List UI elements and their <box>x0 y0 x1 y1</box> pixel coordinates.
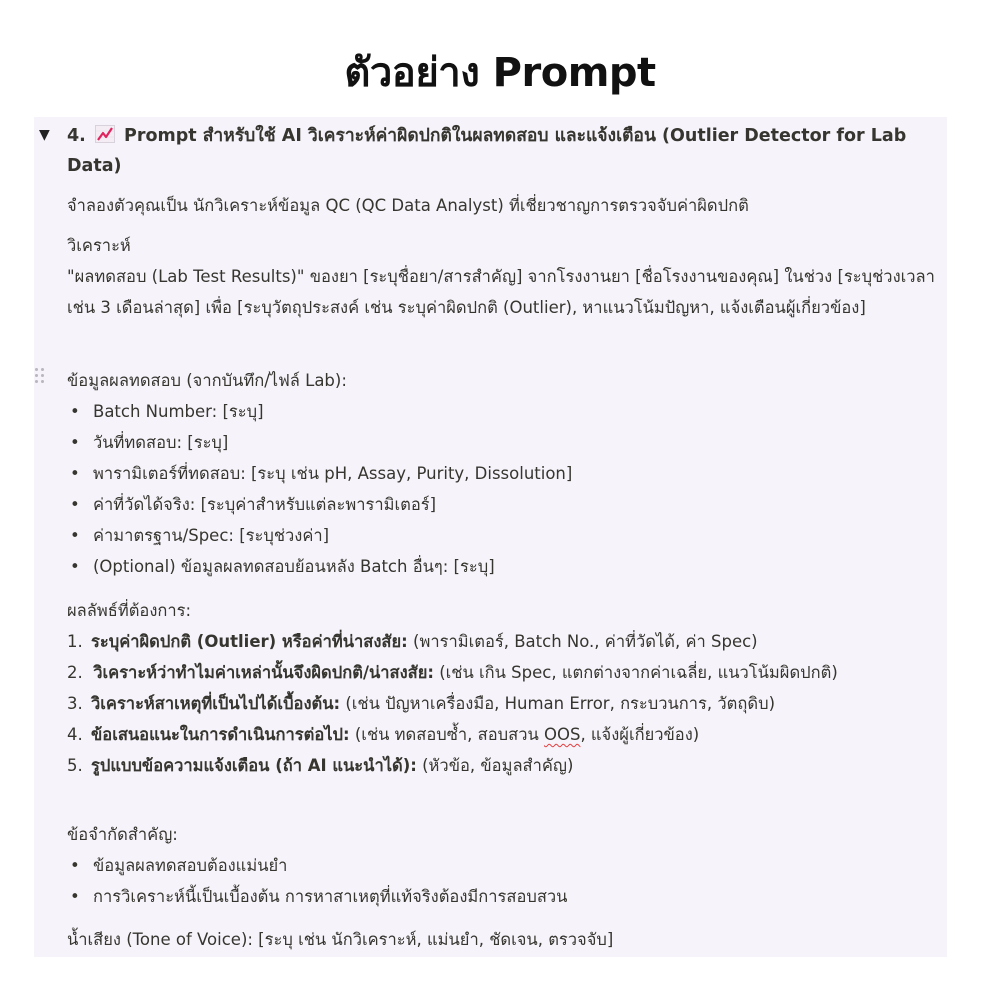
item-number: 3. <box>67 694 83 713</box>
constraints-heading: ข้อจำกัดสำคัญ: <box>67 825 178 844</box>
input-data-section <box>67 365 937 582</box>
outputs-heading: ผลลัพธ์ที่ต้องการ: <box>67 601 192 620</box>
item-number: 1. <box>67 632 83 651</box>
drag-handle-icon[interactable] <box>34 366 46 386</box>
task-section <box>67 230 937 323</box>
item-number: 5. <box>67 756 83 775</box>
input-data-heading: ข้อมูลผลทดสอบ (จากบันทึก/ไฟล์ Lab): <box>67 371 347 390</box>
list-item: • (Optional) ข้อมูลผลทดสอบย้อนหลัง Batch อื่นๆ: [ระบุ] <box>67 551 937 582</box>
item-bold: ระบุค่าผิดปกติ (Outlier) หรือค่าที่น่าสงสัย: <box>91 632 408 651</box>
item-text: (เช่น ทดสอบซ้ำ, สอบสวน <box>349 725 544 744</box>
input-data-list <box>67 396 937 582</box>
list-item <box>67 719 937 750</box>
triangle-down-icon[interactable]: ▼ <box>39 127 50 143</box>
item-bold: วิเคราะห์สาเหตุที่เป็นไปได้เบื้องต้น: <box>91 694 341 713</box>
tone-paragraph: น้ำเสียง (Tone of Voice): [ระบุ เช่น นักวิเคราะห์, แม่นยำ, ชัดเจน, ตรวจจับ] <box>67 930 614 949</box>
item-text: (เช่น เกิน Spec, แตกต่างจากค่าเฉลี่ย, แนวโน้มผิดปกติ) <box>433 663 838 682</box>
list-item <box>67 626 937 657</box>
constraints-section <box>67 819 937 912</box>
item-text: (หัวข้อ, ข้อมูลสำคัญ) <box>416 756 574 775</box>
toggle-block <box>34 117 947 957</box>
item-text: , แจ้งผู้เกี่ยวข้อง) <box>580 725 700 744</box>
list-item <box>67 688 937 719</box>
spellcheck-flagged-word[interactable]: OOS <box>543 725 581 744</box>
list-item: • ค่าที่วัดได้จริง: [ระบุค่าสำหรับแต่ละพารามิเตอร์] <box>67 489 937 520</box>
list-item: • ค่ามาตรฐาน/Spec: [ระบุช่วงค่า] <box>67 520 937 551</box>
list-item: • วันที่ทดสอบ: [ระบุ] <box>67 427 937 458</box>
outputs-list <box>67 626 937 781</box>
item-text: (พารามิเตอร์, Batch No., ค่าที่วัดได้, ค่า Spec) <box>407 632 758 651</box>
task-body: "ผลทดสอบ (Lab Test Results)" ของยา [ระบุชื่อยา/สารสำคัญ] จากโรงงานยา [ชื่อโรงงานของคุณ] ในช่วง [ระบุช่วงเวลา เช่น 3 เดือนล่าสุด] เพื่อ [ระบุวัตถุประสงค์ เช่น ระบุค่าผิดปกติ (Outlier), หาแนวโน้มปัญหา, แจ้งเตือนผู้เกี่ยวข้อง] <box>67 267 935 317</box>
list-item <box>67 657 937 688</box>
toggle-number: 4. <box>67 126 86 146</box>
toggle-title-text: Prompt สำหรับใช้ AI วิเคราะห์ค่าผิดปกติในผลทดสอบ และแจ้งเตือน (Outlier Detector for Lab Data) <box>67 126 907 176</box>
list-item <box>67 750 937 781</box>
toggle-title <box>67 121 947 181</box>
item-bold: รูปแบบข้อความแจ้งเตือน (ถ้า AI แนะนำได้): <box>91 756 417 775</box>
list-item: • พารามิเตอร์ที่ทดสอบ: [ระบุ เช่น pH, Assay, Purity, Dissolution] <box>67 458 937 489</box>
list-item: • Batch Number: [ระบุ] <box>67 396 937 427</box>
role-paragraph: จำลองตัวคุณเป็น นักวิเคราะห์ข้อมูล QC (QC Data Analyst) ที่เชี่ยวชาญการตรวจจับค่าผิดปกติ <box>67 196 749 215</box>
item-number: 2. <box>67 663 83 682</box>
list-item: • การวิเคราะห์นี้เป็นเบื้องต้น การหาสาเหตุที่แท้จริงต้องมีการสอบสวน <box>67 881 937 912</box>
item-text: (เช่น ปัญหาเครื่องมือ, Human Error, กระบวนการ, วัตถุดิบ) <box>340 694 776 713</box>
item-bold: วิเคราะห์ว่าทำไมค่าเหล่านั้นจึงผิดปกติ/น่าสงสัย: <box>93 663 434 682</box>
task-heading: วิเคราะห์ <box>67 236 131 255</box>
outputs-section <box>67 595 937 781</box>
item-number: 4. <box>67 725 83 744</box>
list-item: • ข้อมูลผลทดสอบต้องแม่นยำ <box>67 850 937 881</box>
item-bold: ข้อเสนอแนะในการดำเนินการต่อไป: <box>91 725 350 744</box>
chart-increasing-icon <box>95 125 115 143</box>
page-title: ตัวอย่าง Prompt <box>344 50 656 96</box>
constraints-list <box>67 850 937 912</box>
